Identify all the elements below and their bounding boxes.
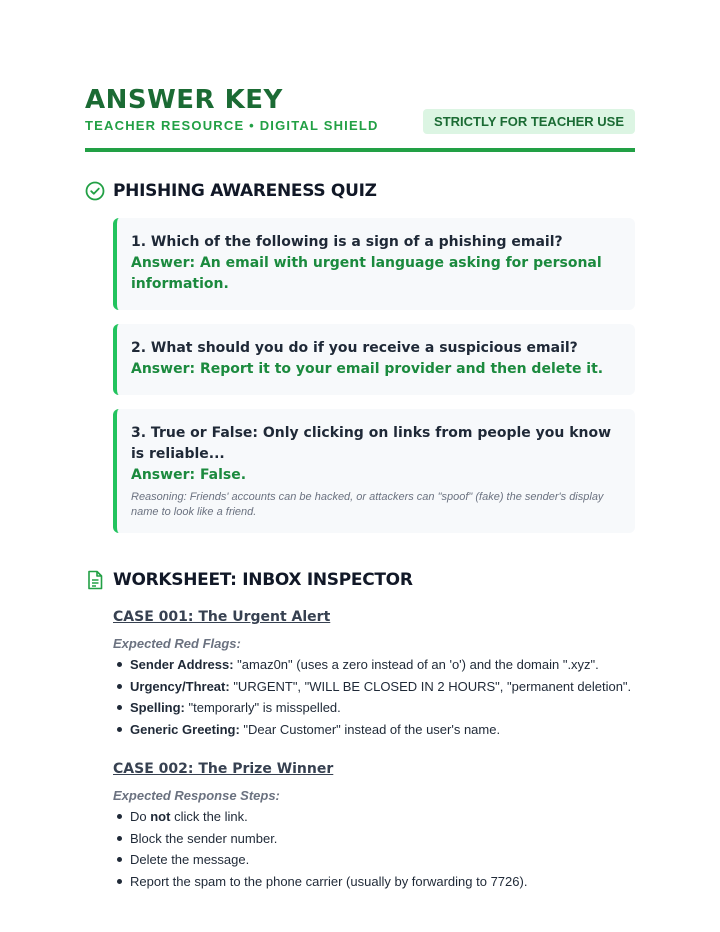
case-title: CASE 001: The Urgent Alert <box>113 609 331 625</box>
answer-text: Answer: Report it to your email provider and then delete it. <box>131 361 604 377</box>
question-text: 2. What should you do if you receive a suspicious email? <box>131 340 578 356</box>
list-item: Urgency/Threat: "URGENT", "WILL BE CLOSED IN 2 HOURS", "permanent deletion". <box>113 676 631 698</box>
list-item: Delete the message. <box>113 849 527 871</box>
answer-text: Answer: False. <box>131 467 247 483</box>
worksheet-heading: WORKSHEET: INBOX INSPECTOR <box>113 570 413 590</box>
teacher-use-badge: STRICTLY FOR TEACHER USE <box>423 109 635 134</box>
quiz-question-card <box>113 324 635 395</box>
check-circle-icon <box>85 181 105 201</box>
list-item: Spelling: "temporarly" is misspelled. <box>113 697 631 719</box>
quiz-section-header <box>85 181 377 201</box>
header-divider <box>85 148 635 152</box>
quiz-question-card <box>113 409 635 533</box>
list-item: Generic Greeting: "Dear Customer" instead of the user's name. <box>113 719 631 741</box>
question-text: 3. True or False: Only clicking on links from people you know is reliable... <box>131 425 612 462</box>
quiz-heading: PHISHING AWARENESS QUIZ <box>113 181 377 201</box>
expected-label: Expected Red Flags: <box>113 636 241 651</box>
page-subtitle: TEACHER RESOURCE • DIGITAL SHIELD <box>85 118 379 133</box>
list-item: Sender Address: "amaz0n" (uses a zero instead of an 'o') and the domain ".xyz". <box>113 654 631 676</box>
response-steps-list <box>113 806 527 892</box>
case-title: CASE 002: The Prize Winner <box>113 761 334 777</box>
quiz-question-card <box>113 218 635 310</box>
list-item: Block the sender number. <box>113 828 527 850</box>
answer-text: Answer: An email with urgent language asking for personal information. <box>131 255 602 292</box>
document-icon <box>85 570 105 590</box>
red-flags-list <box>113 654 631 740</box>
worksheet-section-header <box>85 570 413 590</box>
header <box>85 84 635 133</box>
question-text: 1. Which of the following is a sign of a phishing email? <box>131 234 563 250</box>
list-item: Report the spam to the phone carrier (usually by forwarding to 7726). <box>113 871 527 893</box>
list-item: Do not click the link. <box>113 806 527 828</box>
page-title: ANSWER KEY <box>85 85 283 115</box>
reasoning-text: Reasoning: Friends' accounts can be hacked, or attackers can "spoof" (fake) the sender's display name to look like a friend. <box>131 491 604 518</box>
expected-label: Expected Response Steps: <box>113 788 280 803</box>
